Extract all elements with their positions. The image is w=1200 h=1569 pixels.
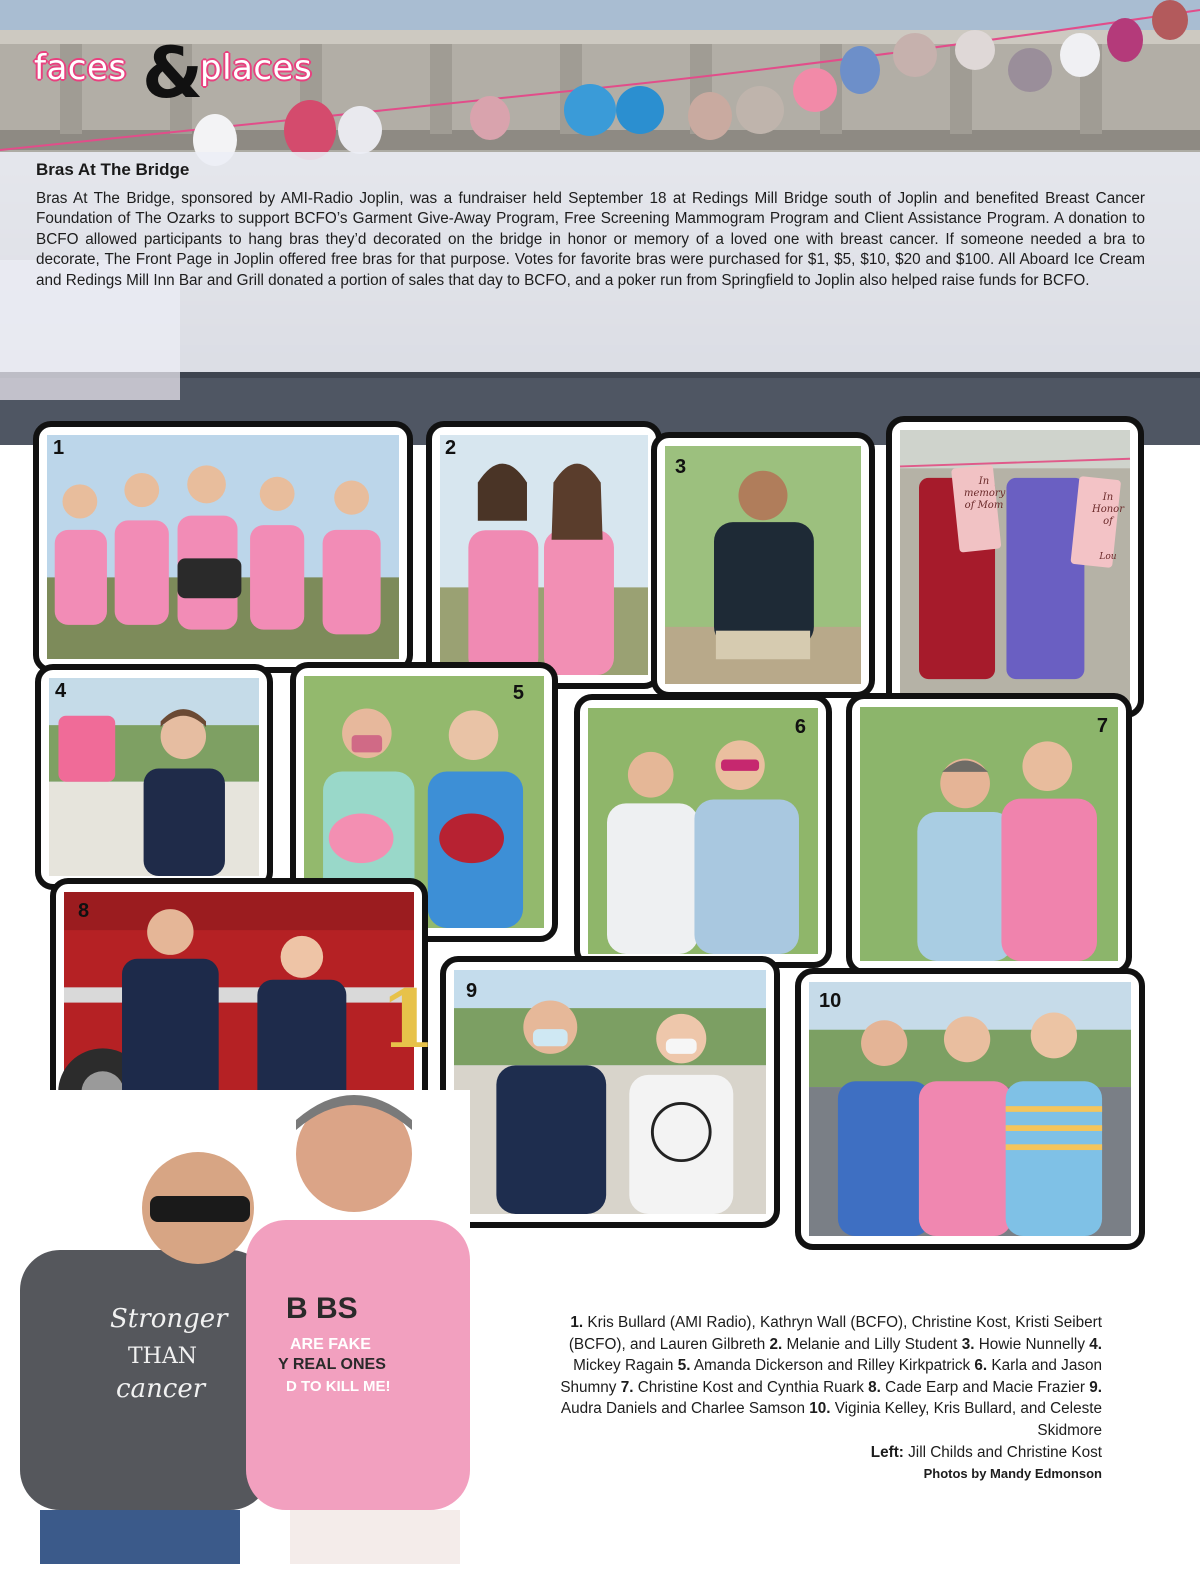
photo-bras [900, 430, 1130, 704]
photo-card-9 [440, 956, 780, 1228]
caption-text-5: Amanda Dickerson and Rilley Kirkpatrick [690, 1357, 975, 1375]
bra-tag-memory: In memory of Mom [964, 476, 1006, 511]
shirt-text-stronger: Stronger [110, 1304, 228, 1334]
photo-number-6: 6 [794, 716, 806, 738]
photo-number-4: 4 [55, 680, 67, 702]
caption-left-text: Jill Childs and Christine Kost [903, 1443, 1102, 1461]
photo-10 [809, 982, 1131, 1236]
caption-left-label: Left: [870, 1443, 904, 1461]
shirt-text-than: THAN [128, 1344, 197, 1369]
photo-card-4 [886, 416, 1144, 718]
photo-number-9: 9 [466, 980, 478, 1002]
photo-card-10 [795, 968, 1145, 1250]
bra-tag-honor: In Honor of [1092, 492, 1124, 527]
photo-card-3 [651, 432, 875, 698]
photo-1 [47, 435, 399, 659]
shirt-text-real: Y REAL ONES [278, 1356, 386, 1373]
photo-card-1 [33, 421, 413, 673]
photo-number-10: 10 [819, 990, 842, 1012]
caption-text-7: Christine Kost and Cynthia Ruark [633, 1378, 869, 1396]
shirt-text-kill: D TO KILL ME! [286, 1378, 391, 1395]
photo-number-8: 8 [78, 900, 90, 922]
photo-number-1: 1 [53, 437, 65, 459]
caption-text-2: Melanie and Lilly Student [782, 1335, 962, 1353]
photo-card-4-person [35, 664, 273, 890]
article-title: Bras At The Bridge [36, 160, 190, 179]
shirt-text-boobs: B BS [286, 1292, 358, 1325]
caption-text-4: Mickey Ragain [573, 1357, 678, 1375]
caption-num-3: 3. [961, 1335, 975, 1353]
caption-num-5: 5. [677, 1357, 691, 1375]
photo-number-2: 2 [445, 437, 457, 459]
caption-text-9: Audra Daniels and Charlee Samson [560, 1400, 810, 1418]
shirt-text-fake: ARE FAKE [290, 1336, 371, 1353]
logo-ampersand: & [142, 32, 204, 114]
photo-number-7: 7 [1096, 715, 1108, 737]
caption-num-10: 10. [809, 1400, 831, 1418]
photo-7 [860, 707, 1118, 961]
logo-faces: faces [34, 48, 127, 88]
caption-text-8: Cade Earp and Macie Frazier [880, 1378, 1090, 1396]
photo-number-3: 3 [675, 456, 687, 478]
photo-9 [454, 970, 766, 1214]
photo-3 [665, 446, 861, 684]
photo-card-6 [574, 694, 832, 968]
photo-2 [440, 435, 648, 675]
two-women-illustration [0, 1090, 470, 1564]
photo-card-2 [426, 421, 662, 689]
truck-number: 1 [380, 972, 436, 1066]
caption-num-1: 1. [570, 1314, 584, 1331]
caption-num-2: 2. [769, 1335, 783, 1353]
photo-captions [560, 1312, 1102, 1485]
caption-num-9: 9. [1089, 1378, 1102, 1396]
caption-text-3: Howie Nunnelly [974, 1335, 1090, 1353]
caption-num-4: 4. [1089, 1335, 1102, 1353]
logo-places: places [200, 48, 313, 88]
article-body: Bras At The Bridge, sponsored by AMI-Radio Joplin, was a fundraiser held September 18 at Redings Mill Bridge south of Joplin and benefited Breast Cancer Foundation of The Ozarks to support BCFO’s Garment Give-Away Program, Free Screening Mammogram Program and Client Assistance Program. A donation to BCFO allowed participants to hang bras they’d decorated on the bridge in honor or memory of a loved one with breast cancer. If someone needed a bra to decorate, The Front Page in Joplin offered free bras for that purpose. Votes for favorite bras were purchased for $1, $5, $10, $20 and $100. All Aboard Ice Cream and Redings Mill Inn Bar and Grill donated a portion of sales that day to BCFO, and a poker run from Springfield to Joplin also helped raise funds for BCFO. [36, 190, 1145, 289]
caption-num-8: 8. [868, 1378, 881, 1396]
shirt-text-cancer: cancer [116, 1374, 206, 1404]
photo-credit: Photos by Mandy Edmonson [923, 1466, 1102, 1482]
photo-number-5: 5 [512, 682, 524, 704]
photo-6 [588, 708, 818, 954]
photo-4 [49, 678, 259, 876]
caption-num-6: 6. [974, 1357, 988, 1375]
caption-text-10: Viginia Kelley, Kris Bullard, and Celeste Skidmore [830, 1400, 1102, 1439]
bra-tag-honor-name: Lou [1099, 552, 1117, 562]
caption-num-7: 7. [620, 1378, 634, 1396]
caption-text-6: Karla and Jason Shumny [560, 1357, 1102, 1396]
caption-text-1: Kris Bullard (AMI Radio), Kathryn Wall (BCFO), Christine Kost, Kristi Seibert (BCFO), and Lauren Gilbreth [568, 1314, 1102, 1353]
photo-card-7 [846, 693, 1132, 975]
photo-left [0, 1090, 470, 1564]
